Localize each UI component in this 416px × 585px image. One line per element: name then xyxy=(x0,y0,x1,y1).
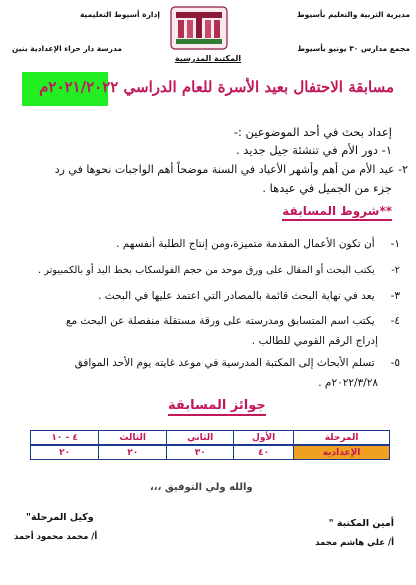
cell-second-prize: ٣٠ xyxy=(167,445,234,460)
library-title: المكتبة المدرسية xyxy=(174,54,242,63)
column-header-first: الأول xyxy=(234,431,294,446)
intro-topic-1: ١- دور الأم في تنشئة جيل جديد . xyxy=(235,143,392,157)
condition-item-cont xyxy=(318,376,378,390)
condition-number: ١- xyxy=(390,238,400,250)
banner-title: مسابقة الاحتفال بعيد الأسرة للعام الدراسي ٢٠٢١/٢٠٢٢م xyxy=(39,78,394,96)
signature-librarian-name: أ/ علي هاشم محمد xyxy=(315,538,394,548)
condition-number: ٤- xyxy=(390,315,400,327)
column-header-third: الثالث xyxy=(99,431,167,446)
table-header-row xyxy=(31,431,390,446)
intro-topic-2-cont: جزء من الجميل في عيدها . xyxy=(262,181,392,195)
intro-lead: إعداد بحث في أحد الموضوعين :- xyxy=(233,125,392,139)
signature-deputy-title: وكيل المرحلة" xyxy=(26,512,94,523)
condition-number: ٢- xyxy=(391,265,400,276)
conditions-heading: **شروط المسابقة xyxy=(282,204,392,221)
condition-item xyxy=(116,237,400,251)
condition-item xyxy=(38,264,400,278)
header-school-name: مدرسة دار حراء الإعدادية بنين xyxy=(12,44,122,53)
competition-banner xyxy=(22,72,394,106)
signature-deputy-name: أ/ محمد محمود أحمد xyxy=(14,532,98,542)
prizes-heading xyxy=(168,398,266,413)
signature-librarian-title: أمين المكتبة " xyxy=(328,518,394,529)
condition-item-cont xyxy=(252,334,378,348)
header-directorate: مديرية التربية والتعليم بأسيوط xyxy=(296,10,410,19)
condition-text: إدراج الرقم القومي للطالب . xyxy=(251,335,378,347)
cell-third-prize: ٢٠ xyxy=(99,445,167,460)
condition-number: ٣- xyxy=(390,290,400,302)
condition-text: يعد في نهاية البحث قائمة بالمصادر التي اعتمد عليها في البحث . xyxy=(98,290,375,302)
condition-text: يكتب اسم المتسابق ومدرسته على ورقة مستقلة منفصلة عن البحث مع xyxy=(65,315,375,327)
condition-item xyxy=(98,289,400,303)
column-header-second: الثاني xyxy=(167,431,234,446)
cell-stage: الإعدادية xyxy=(294,445,390,460)
condition-number: ٥- xyxy=(390,357,400,369)
condition-text: تسلم الأبحاث إلى المكتبة المدرسية في موعد غايته يوم الأحد الموافق xyxy=(74,357,375,369)
school-logo-icon xyxy=(170,6,228,50)
header-administration: إدارة أسيوط التعليمية xyxy=(80,10,160,19)
condition-text: يكتب البحث أو المقال على ورق موحد من حجم الفولسكاب بخط اليد أو بالكمبيوتر . xyxy=(37,265,375,276)
condition-text: أن تكون الأعمال المقدمة متميزة،ومن إنتاج الطلبة أنفسهم . xyxy=(116,238,375,250)
table-row xyxy=(31,445,390,460)
prizes-table xyxy=(30,430,390,460)
prizes-heading-text: جوائز المسابقة xyxy=(168,398,266,416)
intro-topic-2: ٢- عيد الأم من أهم وأشهر الأعياد في السنة موضحاً أهم الواجبات نحوها في رد xyxy=(54,163,408,176)
condition-item xyxy=(66,314,400,328)
cell-first-prize: ٤٠ xyxy=(234,445,294,460)
condition-text: ٢٠٢٢/٣/٢٨م . xyxy=(318,377,378,389)
column-header-fourth-tenth: ٤ - ١٠ xyxy=(31,431,99,446)
condition-item xyxy=(75,356,400,370)
cell-fourth-tenth-prize: ٢٠ xyxy=(31,445,99,460)
column-header-stage: المرحلة xyxy=(294,431,390,446)
closing-line: والله ولي التوفيق ،،، xyxy=(150,482,253,493)
header-school-complex: مجمع مدارس ٣٠ يونيو بأسيوط xyxy=(297,44,410,53)
